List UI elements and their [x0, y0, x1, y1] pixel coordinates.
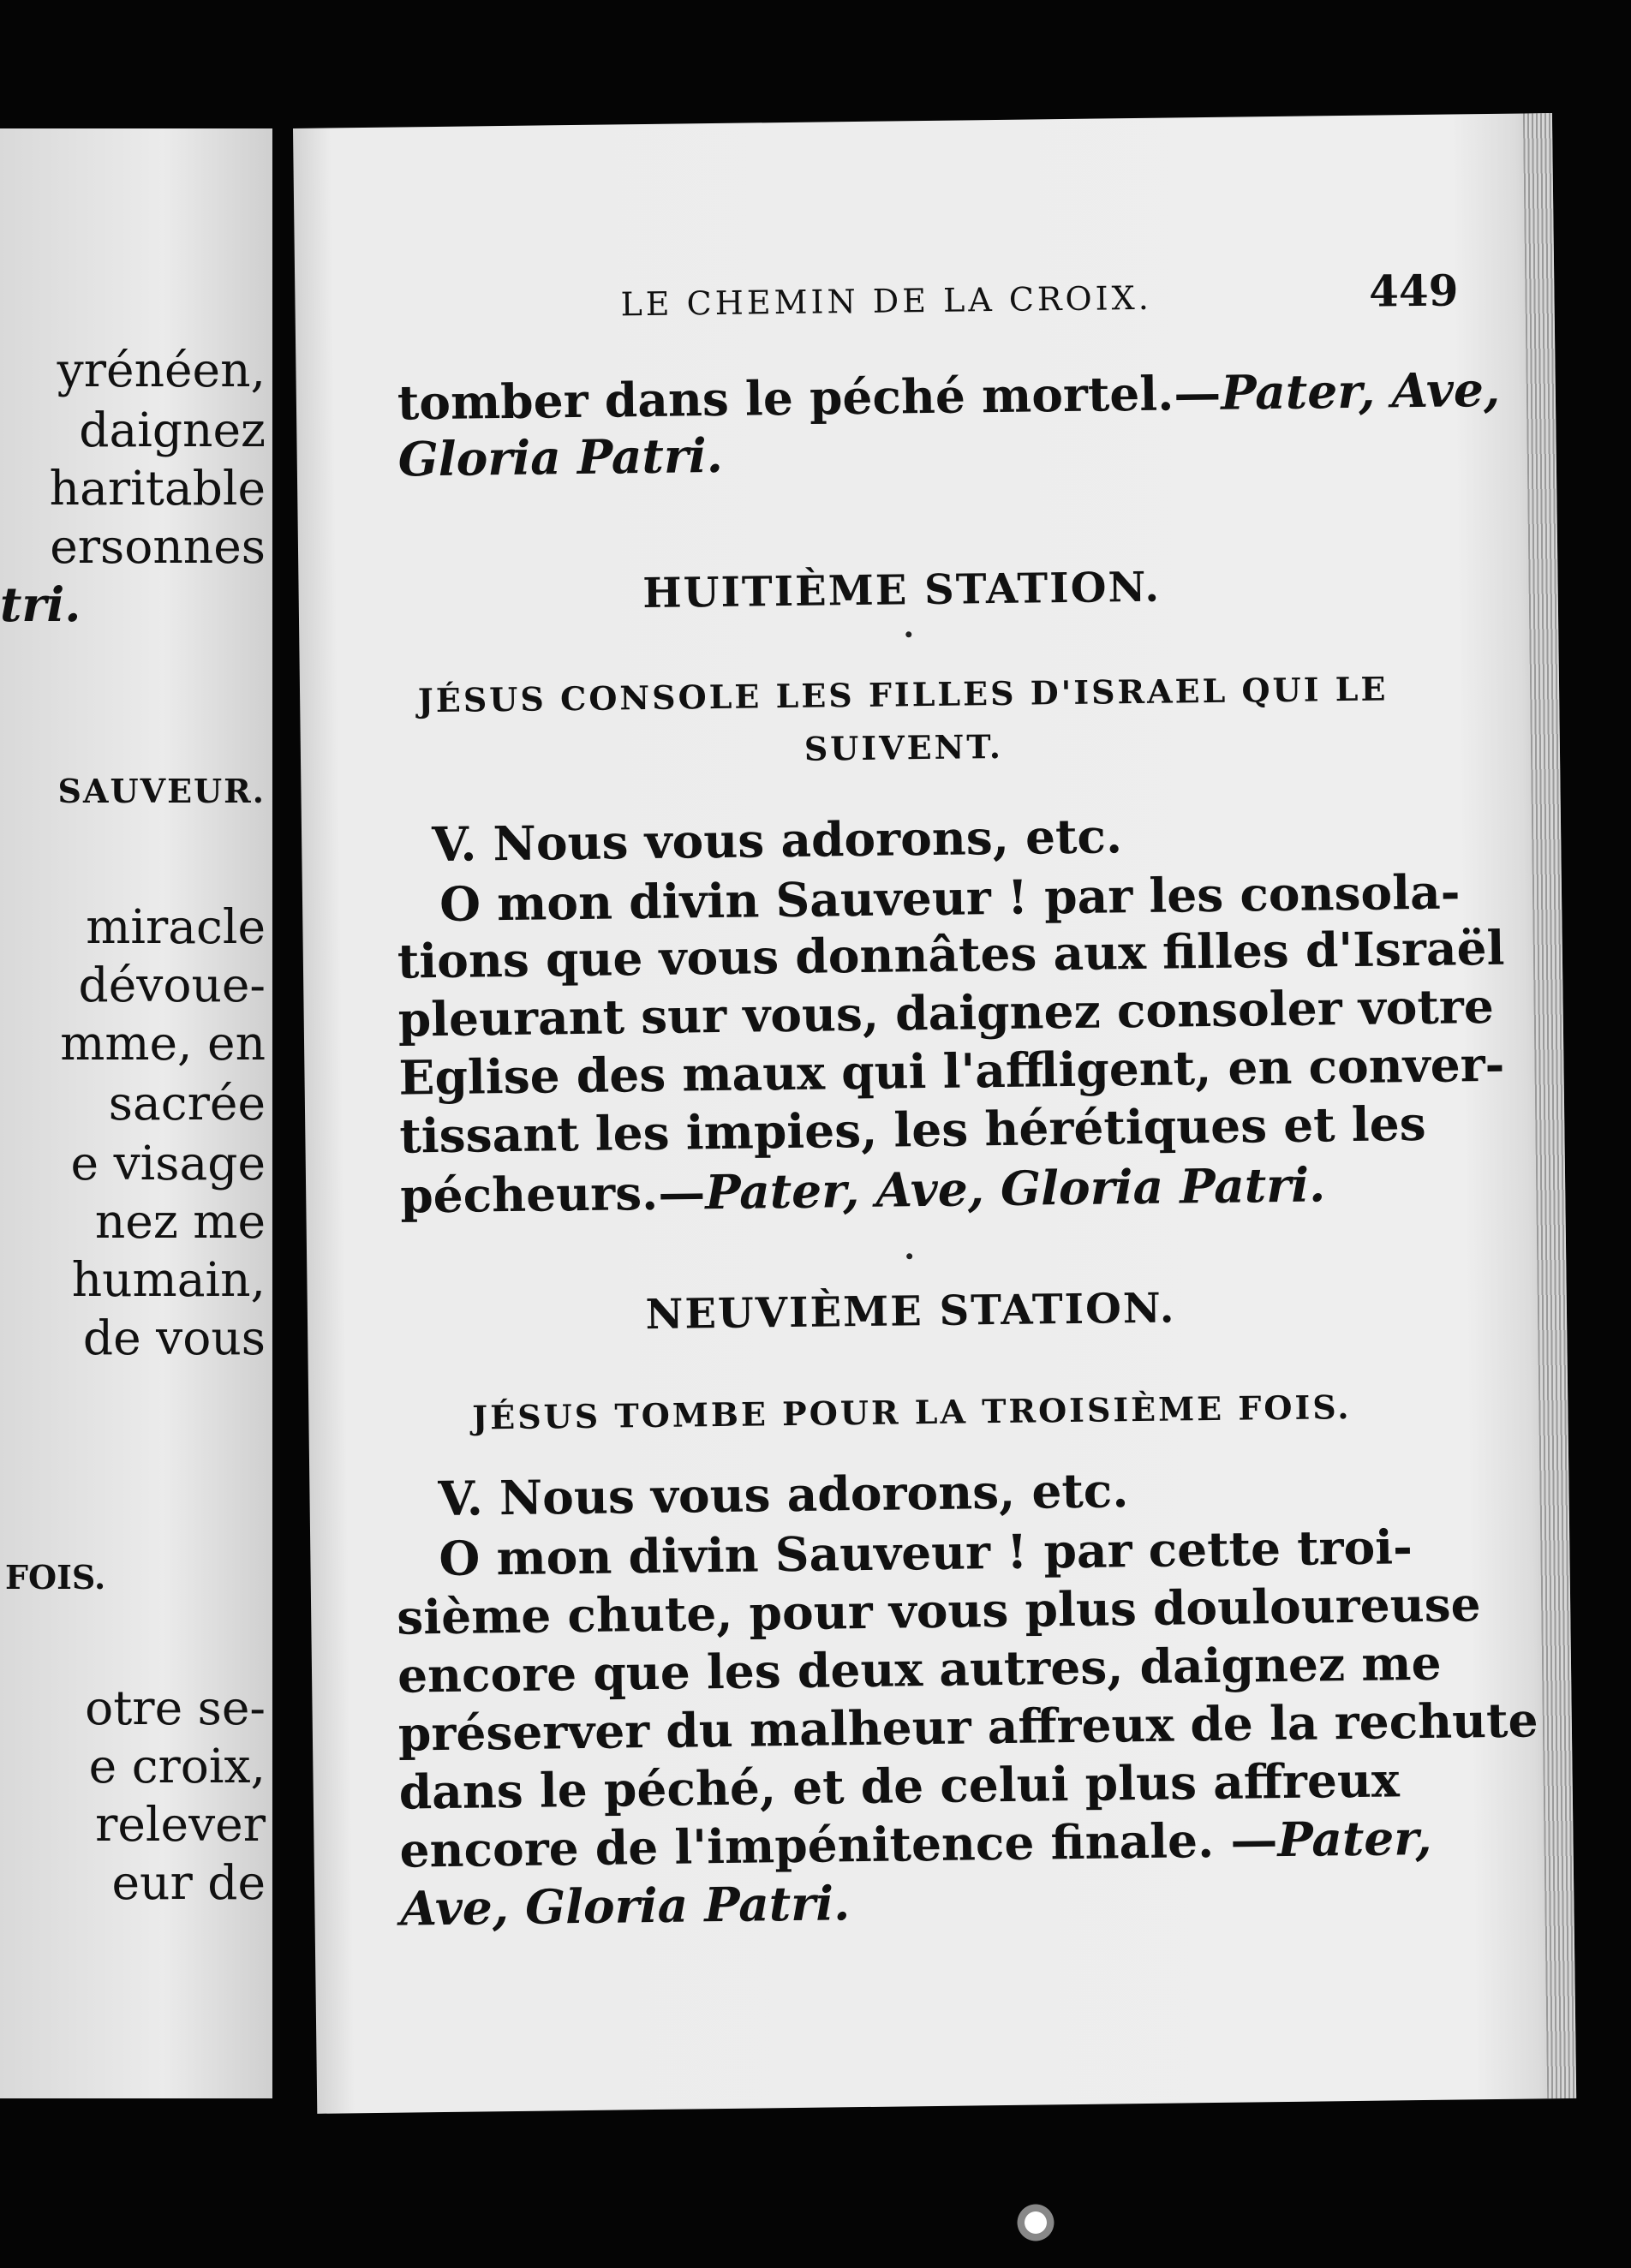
intro-italic: Pater, Ave, — [1220, 361, 1501, 421]
intro-text: tomber dans le péché mortel.— — [397, 364, 1222, 431]
left-line: e visage — [70, 1136, 266, 1191]
left-line: eur de — [111, 1855, 266, 1910]
left-line: de vous — [82, 1310, 266, 1365]
station-9-line: dans le péché, et de celui plus affreux — [398, 1752, 1401, 1820]
station-8-last-line — [400, 1157, 1326, 1223]
left-line: dévoue- — [78, 958, 266, 1012]
ornament-dot — [905, 631, 911, 637]
station-9-last-line — [400, 1876, 851, 1936]
left-line: miracle — [86, 899, 266, 954]
left-line: yrénéen, — [57, 343, 266, 397]
station-9-line: encore que les deux autres, daignez me — [397, 1634, 1442, 1704]
station-9-line-6 — [399, 1809, 1432, 1878]
intro-line — [397, 362, 1501, 431]
left-line: daignez — [79, 403, 266, 457]
page-number: 449 — [1368, 265, 1459, 317]
station-9-line: O mon divin Sauveur ! par cette troi- — [439, 1519, 1413, 1587]
station-9-subtitle: JÉSUS TOMBE POUR LA TROISIÈME FOIS. — [471, 1388, 1352, 1437]
intro-line-2 — [397, 428, 723, 487]
paper-fragment — [1015, 2193, 1056, 2253]
station-9-last-italic: Ave, Gloria Patri. — [400, 1875, 851, 1937]
left-line: tri. — [0, 576, 81, 632]
station-9-line: sième chute, pour vous plus douloureuse — [396, 1576, 1481, 1645]
station-8-versicle: V. Nous vous adorons, etc. — [431, 808, 1123, 873]
right-page — [293, 113, 1576, 2114]
station-8-last-italic: Pater, Ave, Gloria Patri. — [704, 1156, 1326, 1221]
left-line: mme, en — [60, 1016, 266, 1071]
station-8-subtitle-1: JÉSUS CONSOLE LES FILLES D'ISRAEL QUI LE — [417, 669, 1389, 720]
left-line: relever — [95, 1797, 266, 1852]
station-9-line-6-text: encore de l'impénitence finale. — — [399, 1811, 1278, 1878]
station-8-line: Eglise des maux qui l'affligent, en conver- — [398, 1036, 1505, 1106]
left-line: otre se- — [85, 1680, 266, 1735]
page-edge — [1523, 113, 1576, 2098]
station-8-line: tissant les impies, les hérétiques et les — [398, 1095, 1426, 1164]
left-line: e croix, — [88, 1739, 266, 1794]
left-page — [0, 128, 272, 2098]
left-line: humain, — [71, 1252, 266, 1307]
station-8-line: pleurant sur vous, daignez consoler votre — [397, 977, 1495, 1047]
left-line: sacrée — [108, 1076, 266, 1131]
station-9-title: NEUVIÈME STATION. — [645, 1284, 1176, 1340]
station-9-line-6-italic: Pater, — [1276, 1809, 1432, 1868]
ornament-dot — [906, 1253, 912, 1259]
station-8-last-text: pécheurs.— — [399, 1164, 706, 1224]
left-line: ersonnes — [50, 519, 266, 574]
left-line: nez me — [94, 1194, 266, 1249]
running-head: LE CHEMIN DE LA CROIX. — [620, 278, 1153, 324]
left-line: haritable — [49, 461, 266, 516]
station-9-versicle: V. Nous vous adorons, etc. — [438, 1462, 1129, 1527]
station-8-subtitle-2: SUIVENT. — [804, 726, 1004, 768]
left-line: SAUVEUR. — [57, 772, 266, 810]
station-8-line: tions que vous donnâtes aux filles d'Israël — [397, 919, 1505, 989]
intro-italic: Gloria Patri. — [397, 427, 724, 487]
station-8-line: O mon divin Sauveur ! par les consola- — [439, 863, 1461, 932]
station-9-line: préserver du malheur affreux de la rechute — [397, 1692, 1538, 1762]
left-line: FOIS. — [5, 1558, 106, 1597]
station-8-title: HUITIÈME STATION. — [642, 563, 1162, 618]
